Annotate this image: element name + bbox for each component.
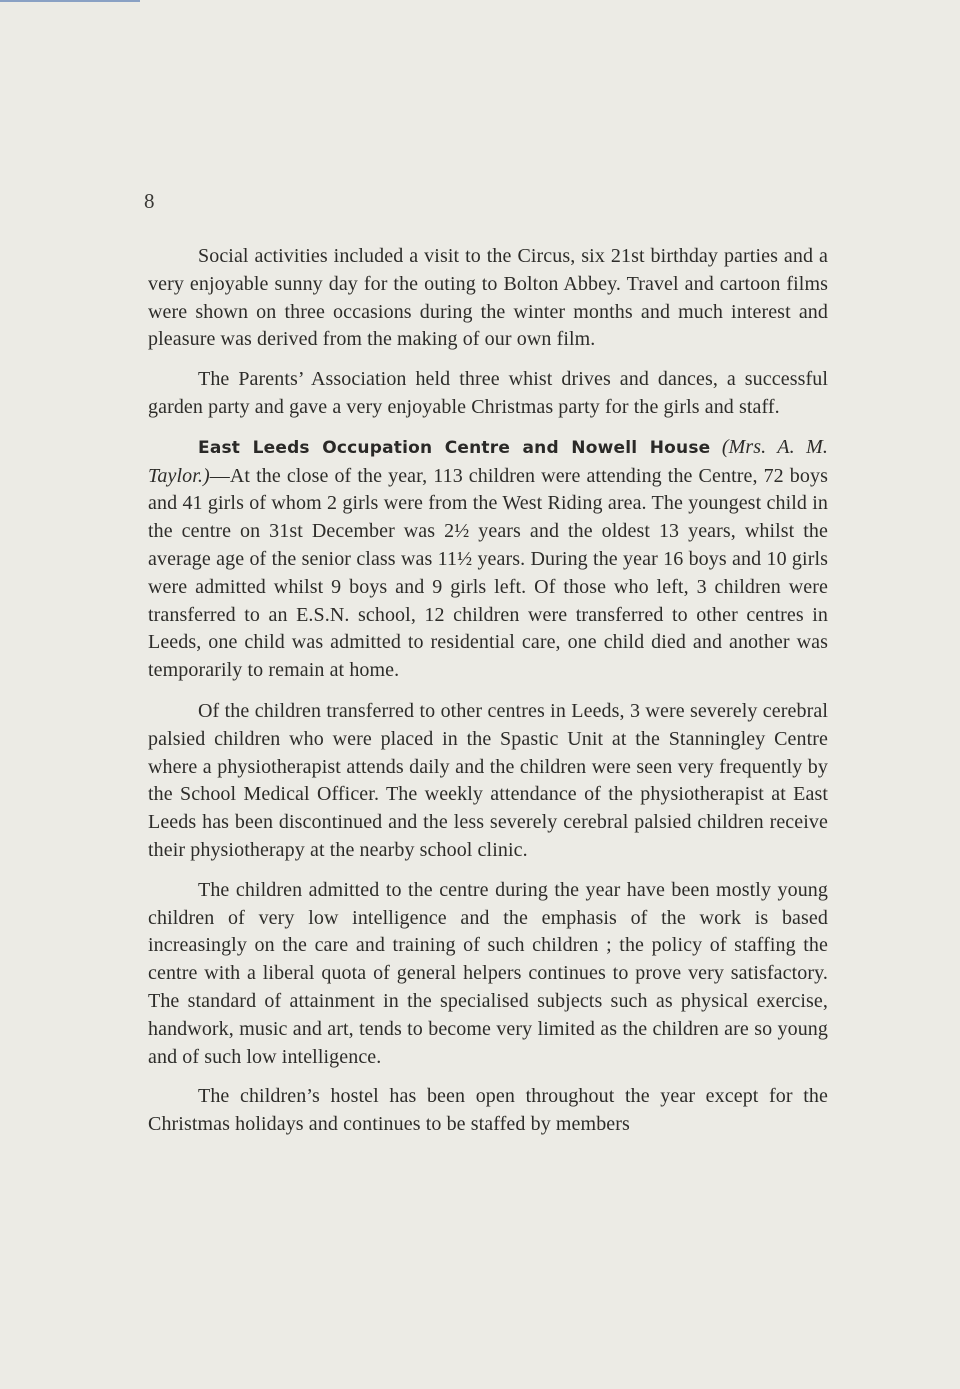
- paragraph-transferred-children: Of the children transferred to other centres in Leeds, 3 were severely cerebral palsied children who were placed in the Spastic Unit at the Stanningley Centre where a physiotherapist attends daily and the children were seen very frequently by the School Medical Officer. The weekly attendance of the physiotherapist at East Leeds has been discontinued and the less severely cerebral palsied children receive their physiotherapy at the nearby school clinic.: [148, 699, 828, 861]
- paragraph-children-admitted: The children admitted to the centre during the year have been mostly young children of very low intelligence and the emphasis of the work is based increasingly on the care and training of such children ; the policy of staffing the centre with a liberal quota of general helpers continues to prove very satisfactory. The standard of attainment in the specialised subjects such as physical exercise, handwork, music and art, tends to become very limited as the children are so young and of such low intelligence.: [148, 878, 828, 1068]
- paragraph-parents-association: The Parents’ Association held three whist drives and dances, a successful garden party and gave a very enjoyable Christmas party for the girls and staff.: [148, 368, 828, 418]
- body-text: [148, 243, 828, 1151]
- section-person: (Mrs. A. M. Taylor.): [148, 435, 828, 487]
- section-heading: East Leeds Occupation Centre and Nowell House: [198, 437, 711, 458]
- paragraph-social-activities: Social activities included a visit to the Circus, six 21st birthday parties and a very enjoyable sunny day for the outing to Bolton Abbey. Travel and cartoon films were shown on three occasions during the winter months and much interest and pleasure was derived from the making of our own film.: [148, 245, 828, 351]
- top-edge-rule: [0, 0, 140, 2]
- paragraph-east-leeds-text: —At the close of the year, 113 children were attending the Centre, 72 boys and 41 girls of whom 2 girls were from the West Riding area. The youngest child in the centre on 31st December was 2½ years and the oldest 13 years, whilst the average age of the senior class was 11½ years. During the year 16 boys and 10 girls were admitted whilst 9 boys and 9 girls left. Of those who left, 3 children were transferred to an E.S.N. school, 12 children were transferred to other centres in Leeds, one child was admitted to residential care, one child died and another was temporarily to remain at home.: [148, 464, 828, 682]
- paragraph-east-leeds-centre: [148, 434, 828, 685]
- page-number: 8: [144, 189, 155, 213]
- paragraph-childrens-hostel: The children’s hostel has been open throughout the year except for the Christmas holidays and continues to be staffed by members: [148, 1085, 828, 1136]
